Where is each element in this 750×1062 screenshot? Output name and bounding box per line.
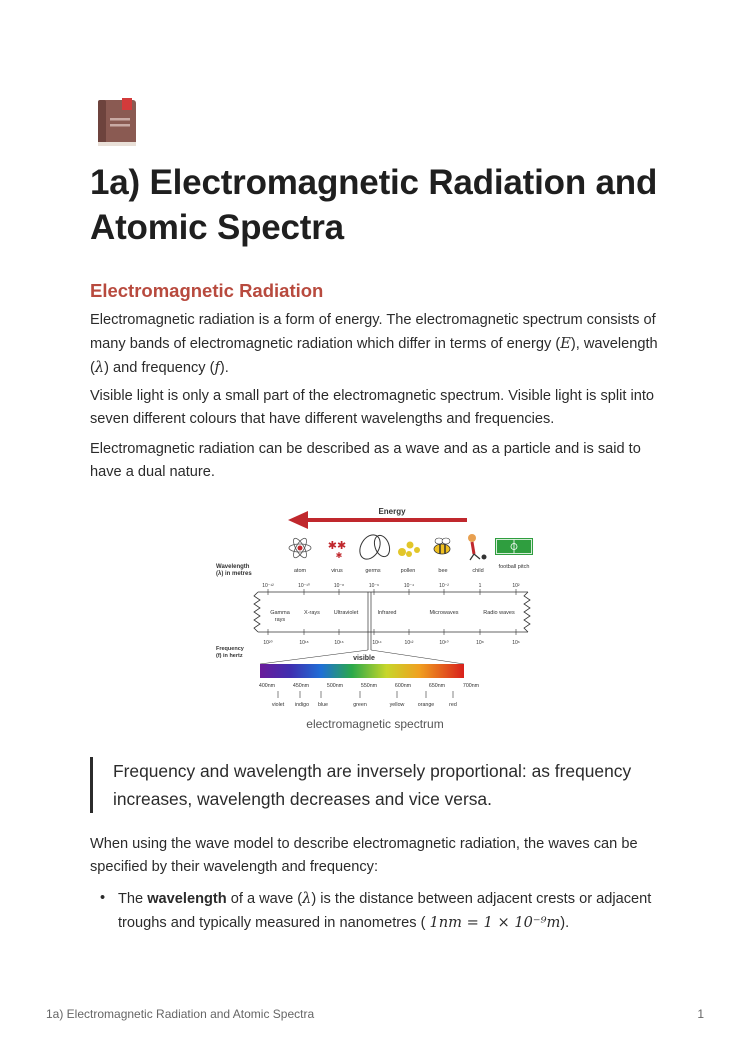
energy-arrow-head [288, 511, 308, 529]
paragraph-dual-nature: Electromagnetic radiation can be described as a wave and as a particle and is said to have a dual nature. [90, 441, 641, 480]
bullet-text-a: of a wave ( [226, 891, 303, 907]
nm-tick: 700nm [462, 683, 480, 689]
wavelength-tick: 1 [478, 583, 482, 589]
band-box [254, 589, 530, 650]
object-label-germs: germs [365, 568, 381, 574]
symbol-energy: E [560, 335, 571, 352]
colour-tick-marks [278, 691, 453, 698]
nm-tick: 450nm [292, 683, 310, 689]
zoom-line-left [260, 650, 368, 664]
wavelength-tick: 10⁻⁴ [403, 583, 415, 589]
germs-icon [356, 531, 393, 563]
band-label-gamma-2: rays [274, 617, 286, 623]
symbol-lambda: λ [302, 890, 312, 907]
frequency-tick: 10⁸ [476, 640, 484, 646]
colour-name: yellow [389, 702, 405, 708]
frequency-tick: 10⁶ [512, 640, 520, 646]
p1-text-b: ), wavelength ( [90, 336, 658, 376]
colour-name: indigo [294, 702, 310, 708]
band-label-xrays: X-rays [304, 610, 320, 616]
page-title: 1a) Electromagnetic Radiation and Atomic Spectra [90, 163, 658, 247]
nm-ticks [259, 683, 480, 689]
paragraph-wave-model: When using the wave model to describe electromagnetic radiation, the waves can be specified by their wavelength and frequency: [90, 836, 638, 875]
frequency-axis-label-1: Frequency [216, 646, 244, 652]
section-heading: Electromagnetic Radiation [90, 280, 324, 301]
footer-title: 1a) Electromagnetic Radiation and Atomic Spectra [46, 1007, 315, 1021]
list-item [100, 887, 665, 935]
object-label-child: child [472, 568, 484, 574]
bullet-bold-term: wavelength [147, 891, 227, 907]
symbol-lambda: λ [94, 359, 105, 376]
pollen-icon [398, 542, 420, 558]
object-label-atom: atom [293, 568, 307, 574]
visible-label: visible [353, 655, 375, 662]
frequency-tick: 10¹⁶ [334, 640, 344, 646]
colour-name: green [353, 702, 367, 708]
nanometre-formula: 1nm = 1 × 10⁻⁹m [429, 914, 561, 931]
frequency-tick: 10¹⁴ [372, 640, 382, 646]
svg-text:✱: ✱ [335, 551, 343, 560]
colour-name: orange [417, 702, 435, 708]
object-labels [294, 564, 530, 574]
wavelength-tick: 10² [512, 583, 520, 589]
band-label-microwaves: Microwaves [429, 610, 459, 616]
band-label-radio: Radio waves [483, 610, 515, 616]
p1-text-a: Electromagnetic radiation is a form of energy. The electromagnetic spectrum consists of many bands of electromagnetic radiation which differ in terms of energy ( [90, 312, 656, 352]
frequency-tick: 10¹⁸ [299, 640, 309, 646]
object-label-bee: bee [438, 568, 448, 574]
wavelength-tick: 10⁻⁸ [333, 583, 345, 589]
wavelength-axis-label-2: (λ) in metres [216, 571, 252, 577]
nm-tick: 650nm [428, 683, 446, 689]
blockquote: Frequency and wavelength are inversely proportional: as frequency increases, wavelength decreases and vice versa. [90, 757, 673, 813]
zoom-line-right [371, 650, 464, 664]
p1-text-c: ) and frequency ( [104, 360, 215, 376]
svg-text:✱✱: ✱✱ [327, 540, 347, 552]
em-spectrum-figure [212, 502, 538, 712]
object-label-pollen: pollen [400, 568, 416, 574]
colour-name: red [449, 702, 457, 708]
object-label-football-pitch: football pitch [498, 564, 530, 570]
object-label-virus: virus [331, 568, 343, 574]
visible-spectrum-bar [260, 664, 464, 678]
nm-tick: 600nm [394, 683, 412, 689]
band-label-ultraviolet: Ultraviolet [333, 610, 359, 616]
book-icon [94, 98, 140, 148]
figure-caption: electromagnetic spectrum [306, 717, 444, 731]
band-labels [270, 610, 515, 623]
bullet-text-c: ). [560, 915, 570, 931]
bullet-text-b: ) is the distance between adjacent crests or adjacent troughs and typically measured in nanometres ( [118, 891, 652, 931]
child-icon [468, 534, 487, 560]
frequency-ticks [263, 640, 519, 646]
band-label-infrared: Infrared [377, 610, 397, 616]
frequency-axis-label-2: (f) in hertz [216, 653, 243, 659]
bullet-list [100, 887, 665, 935]
wavelength-axis-label-1: Wavelength [216, 564, 250, 570]
paragraph-visible-light: Visible light is only a small part of the electromagnetic spectrum. Visible light is split into seven different colours that have different wavelengths and frequencies. [90, 388, 655, 427]
frequency-tick: 10²⁰ [263, 640, 273, 646]
wavelength-tick: 10⁻² [439, 583, 449, 589]
colour-names [272, 702, 457, 708]
wavelength-tick: 10⁻¹² [262, 583, 274, 589]
virus-icon [328, 540, 346, 560]
nm-tick: 400nm [258, 683, 276, 689]
p1-text-d: ). [219, 360, 229, 376]
frequency-tick: 10¹² [404, 640, 414, 646]
wavelength-tick: 10⁻¹⁰ [298, 583, 310, 589]
colour-name: blue [317, 702, 329, 708]
band-label-gamma: Gamma [270, 610, 290, 616]
wavelength-ticks [262, 583, 520, 589]
bee-icon [434, 538, 450, 554]
symbol-frequency: f [214, 359, 220, 376]
wavelength-tick: 10⁻⁶ [368, 583, 380, 589]
paragraph-energy [90, 309, 665, 380]
colour-name: violet [271, 702, 285, 708]
nm-tick: 500nm [326, 683, 344, 689]
energy-label: Energy [378, 507, 406, 516]
frequency-tick: 10¹⁰ [439, 640, 449, 646]
bullet-prefix: The [118, 891, 148, 907]
football-pitch-icon [495, 538, 533, 555]
atom-icon [289, 536, 311, 559]
footer-page-number: 1 [697, 1007, 704, 1021]
nm-tick: 550nm [360, 683, 378, 689]
